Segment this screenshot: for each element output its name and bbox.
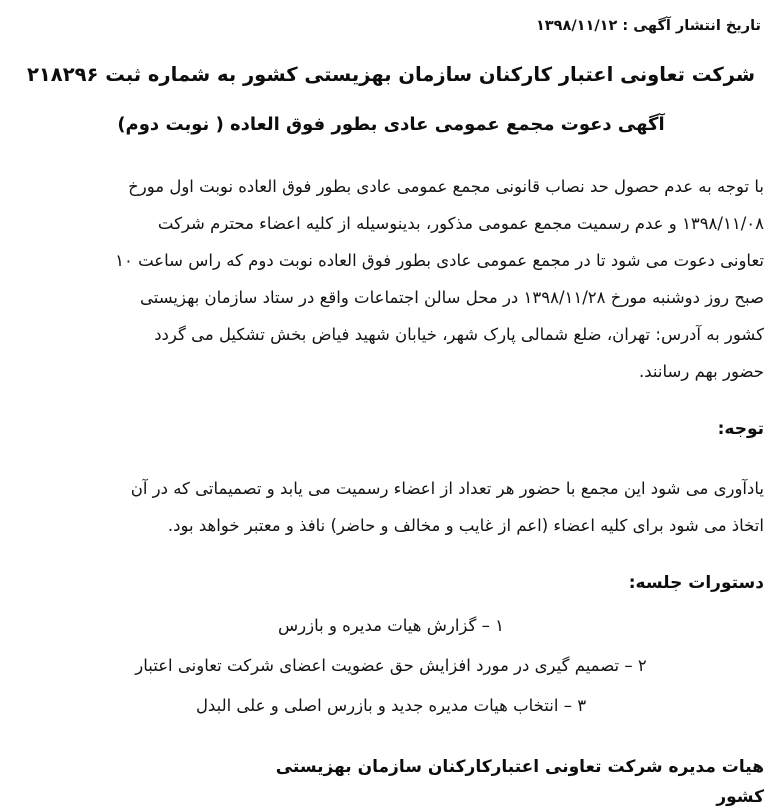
agenda-list [18, 606, 764, 726]
invitation-text [18, 168, 764, 390]
body-line-4: صبح روز دوشنبه مورخ ۱۳۹۸/۱۱/۲۸ در محل سالن اجتماعات واقع در ستاد سازمان بهزیستی [139, 288, 764, 307]
signature-line-1: هیات مدیره شرکت تعاونی اعتبارکارکنان سازمان بهزیستی [275, 757, 764, 777]
body-line-5: کشور به آدرس: تهران، ضلع شمالی پارک شهر، خیابان شهید فیاض بخش تشکیل می گردد [154, 325, 764, 344]
note-text [18, 470, 764, 544]
signature-block [18, 752, 764, 812]
body-line-3: تعاونی دعوت می شود تا در مجمع عمومی عادی بطور فوق العاده نوبت دوم که راس ساعت ۱۰ [115, 251, 764, 270]
note-line-1: یادآوری می شود این مجمع با حضور هر تعداد از اعضاء رسمیت می یابد و تصمیماتی که در آن [130, 479, 764, 498]
note-paragraph [18, 470, 764, 544]
signature-line-2: کشور [716, 787, 764, 807]
list-item: ۲ – تصمیم گیری در مورد افزایش حق عضویت اعضای شرکت تعاونی اعتبار [135, 656, 647, 675]
note-heading: توجه: [717, 419, 764, 439]
body-line-1: با توجه به عدم حصول حد نصاب قانونی مجمع عمومی عادی بطور فوق العاده نوبت اول مورخ [128, 177, 764, 196]
page-title: شرکت تعاونی اعتبار کارکنان سازمان بهزیستی کشور به شماره ثبت ۲۱۸۲۹۶ [26, 63, 755, 86]
note-line-2: اتخاذ می شود برای کلیه اعضاء (اعم از غایب و مخالف و حاضر) نافذ و معتبر خواهد بود. [167, 516, 764, 535]
body-line-6: حضور بهم رسانند. [639, 362, 764, 381]
publication-date: تاریخ انتشار آگهی : ۱۳۹۸/۱۱/۱۲ [535, 18, 761, 34]
list-item: ۳ – انتخاب هیات مدیره جدید و بازرس اصلی و علی البدل [195, 696, 587, 715]
body-line-2: ۱۳۹۸/۱۱/۰۸ و عدم رسمیت مجمع عمومی مذکور، بدینوسیله از کلیه اعضاء محترم شرکت [157, 214, 764, 233]
agenda-heading: دستورات جلسه: [628, 573, 764, 593]
list-item: ۱ – گزارش هیات مدیره و بازرس [278, 616, 504, 635]
title-block [18, 60, 764, 140]
page-subtitle: آگهی دعوت مجمع عمومی عادی بطور فوق العاده ( نوبت دوم) [117, 114, 665, 135]
body-paragraph [18, 168, 764, 390]
